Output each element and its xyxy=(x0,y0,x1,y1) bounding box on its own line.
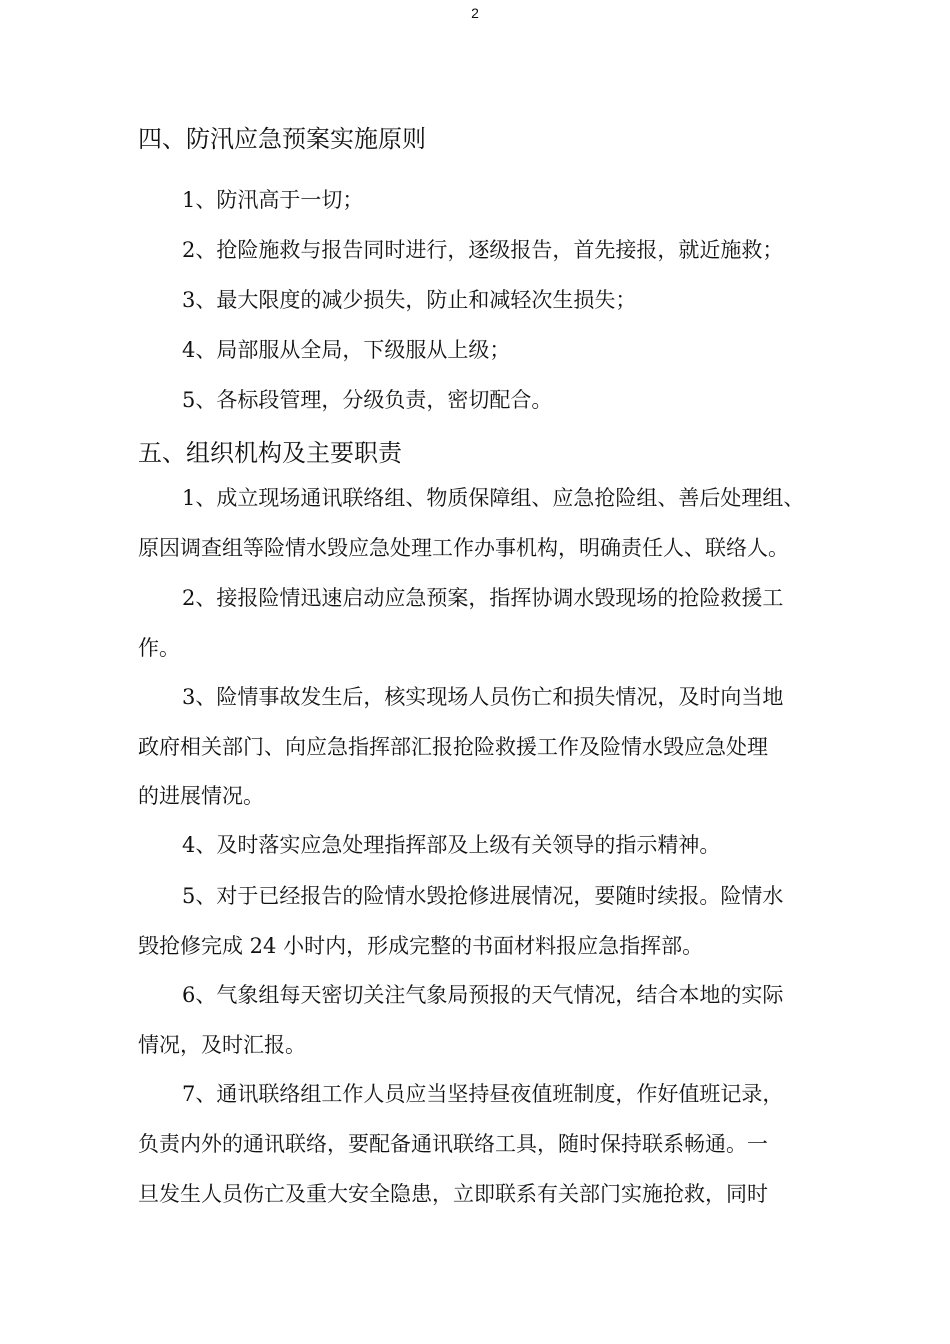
duty-paragraph-3-line-2: 政府相关部门、向应急指挥部汇报抢险救援工作及险情水毁应急处理 xyxy=(138,735,768,759)
duty-paragraph-3-line-3: 的进展情况。 xyxy=(138,784,264,808)
duty-paragraph-7-line-3: 旦发生人员伤亡及重大安全隐患，立即联系有关部门实施抢救，同时 xyxy=(138,1182,768,1206)
principle-item-3: 3、最大限度的减少损失，防止和减轻次生损失； xyxy=(182,288,637,312)
duty-paragraph-1-line-1: 1、成立现场通讯联络组、物质保障组、应急抢险组、善后处理组、 xyxy=(182,486,805,510)
duty-paragraph-3-line-1: 3、险情事故发生后，核实现场人员伤亡和损失情况，及时向当地 xyxy=(182,685,784,709)
principle-item-1: 1、防汛高于一切； xyxy=(182,188,364,212)
duty-paragraph-5-line-2: 毁抢修完成 24 小时内，形成完整的书面材料报应急指挥部。 xyxy=(138,934,704,958)
principle-item-4: 4、局部服从全局，下级服从上级； xyxy=(182,338,511,362)
principle-item-2: 2、抢险施救与报告同时进行，逐级报告，首先接报，就近施救； xyxy=(182,238,784,262)
duty-paragraph-6-line-2: 情况，及时汇报。 xyxy=(138,1033,306,1057)
principle-item-5: 5、各标段管理，分级负责，密切配合。 xyxy=(182,388,553,412)
duty-paragraph-2-line-1: 2、接报险情迅速启动应急预案，指挥协调水毁现场的抢险救援工 xyxy=(182,586,784,610)
duty-paragraph-7-line-1: 7、通讯联络组工作人员应当坚持昼夜值班制度，作好值班记录， xyxy=(182,1082,784,1106)
section-heading-4: 四、防汛应急预案实施原则 xyxy=(138,125,426,153)
duty-paragraph-5-line-1: 5、对于已经报告的险情水毁抢修进展情况，要随时续报。险情水 xyxy=(182,884,784,908)
duty-paragraph-2-line-2: 作。 xyxy=(138,636,180,660)
duty-paragraph-6-line-1: 6、气象组每天密切关注气象局预报的天气情况，结合本地的实际 xyxy=(182,983,784,1007)
section-heading-5: 五、组织机构及主要职责 xyxy=(138,439,402,467)
duty-paragraph-7-line-2: 负责内外的通讯联络，要配备通讯联络工具，随时保持联系畅通。一 xyxy=(138,1132,768,1156)
page-number: 2 xyxy=(471,5,479,21)
duty-paragraph-4-line-1: 4、及时落实应急处理指挥部及上级有关领导的指示精神。 xyxy=(182,833,721,857)
duty-paragraph-1-line-2: 原因调查组等险情水毁应急处理工作办事机构，明确责任人、联络人。 xyxy=(138,536,789,560)
